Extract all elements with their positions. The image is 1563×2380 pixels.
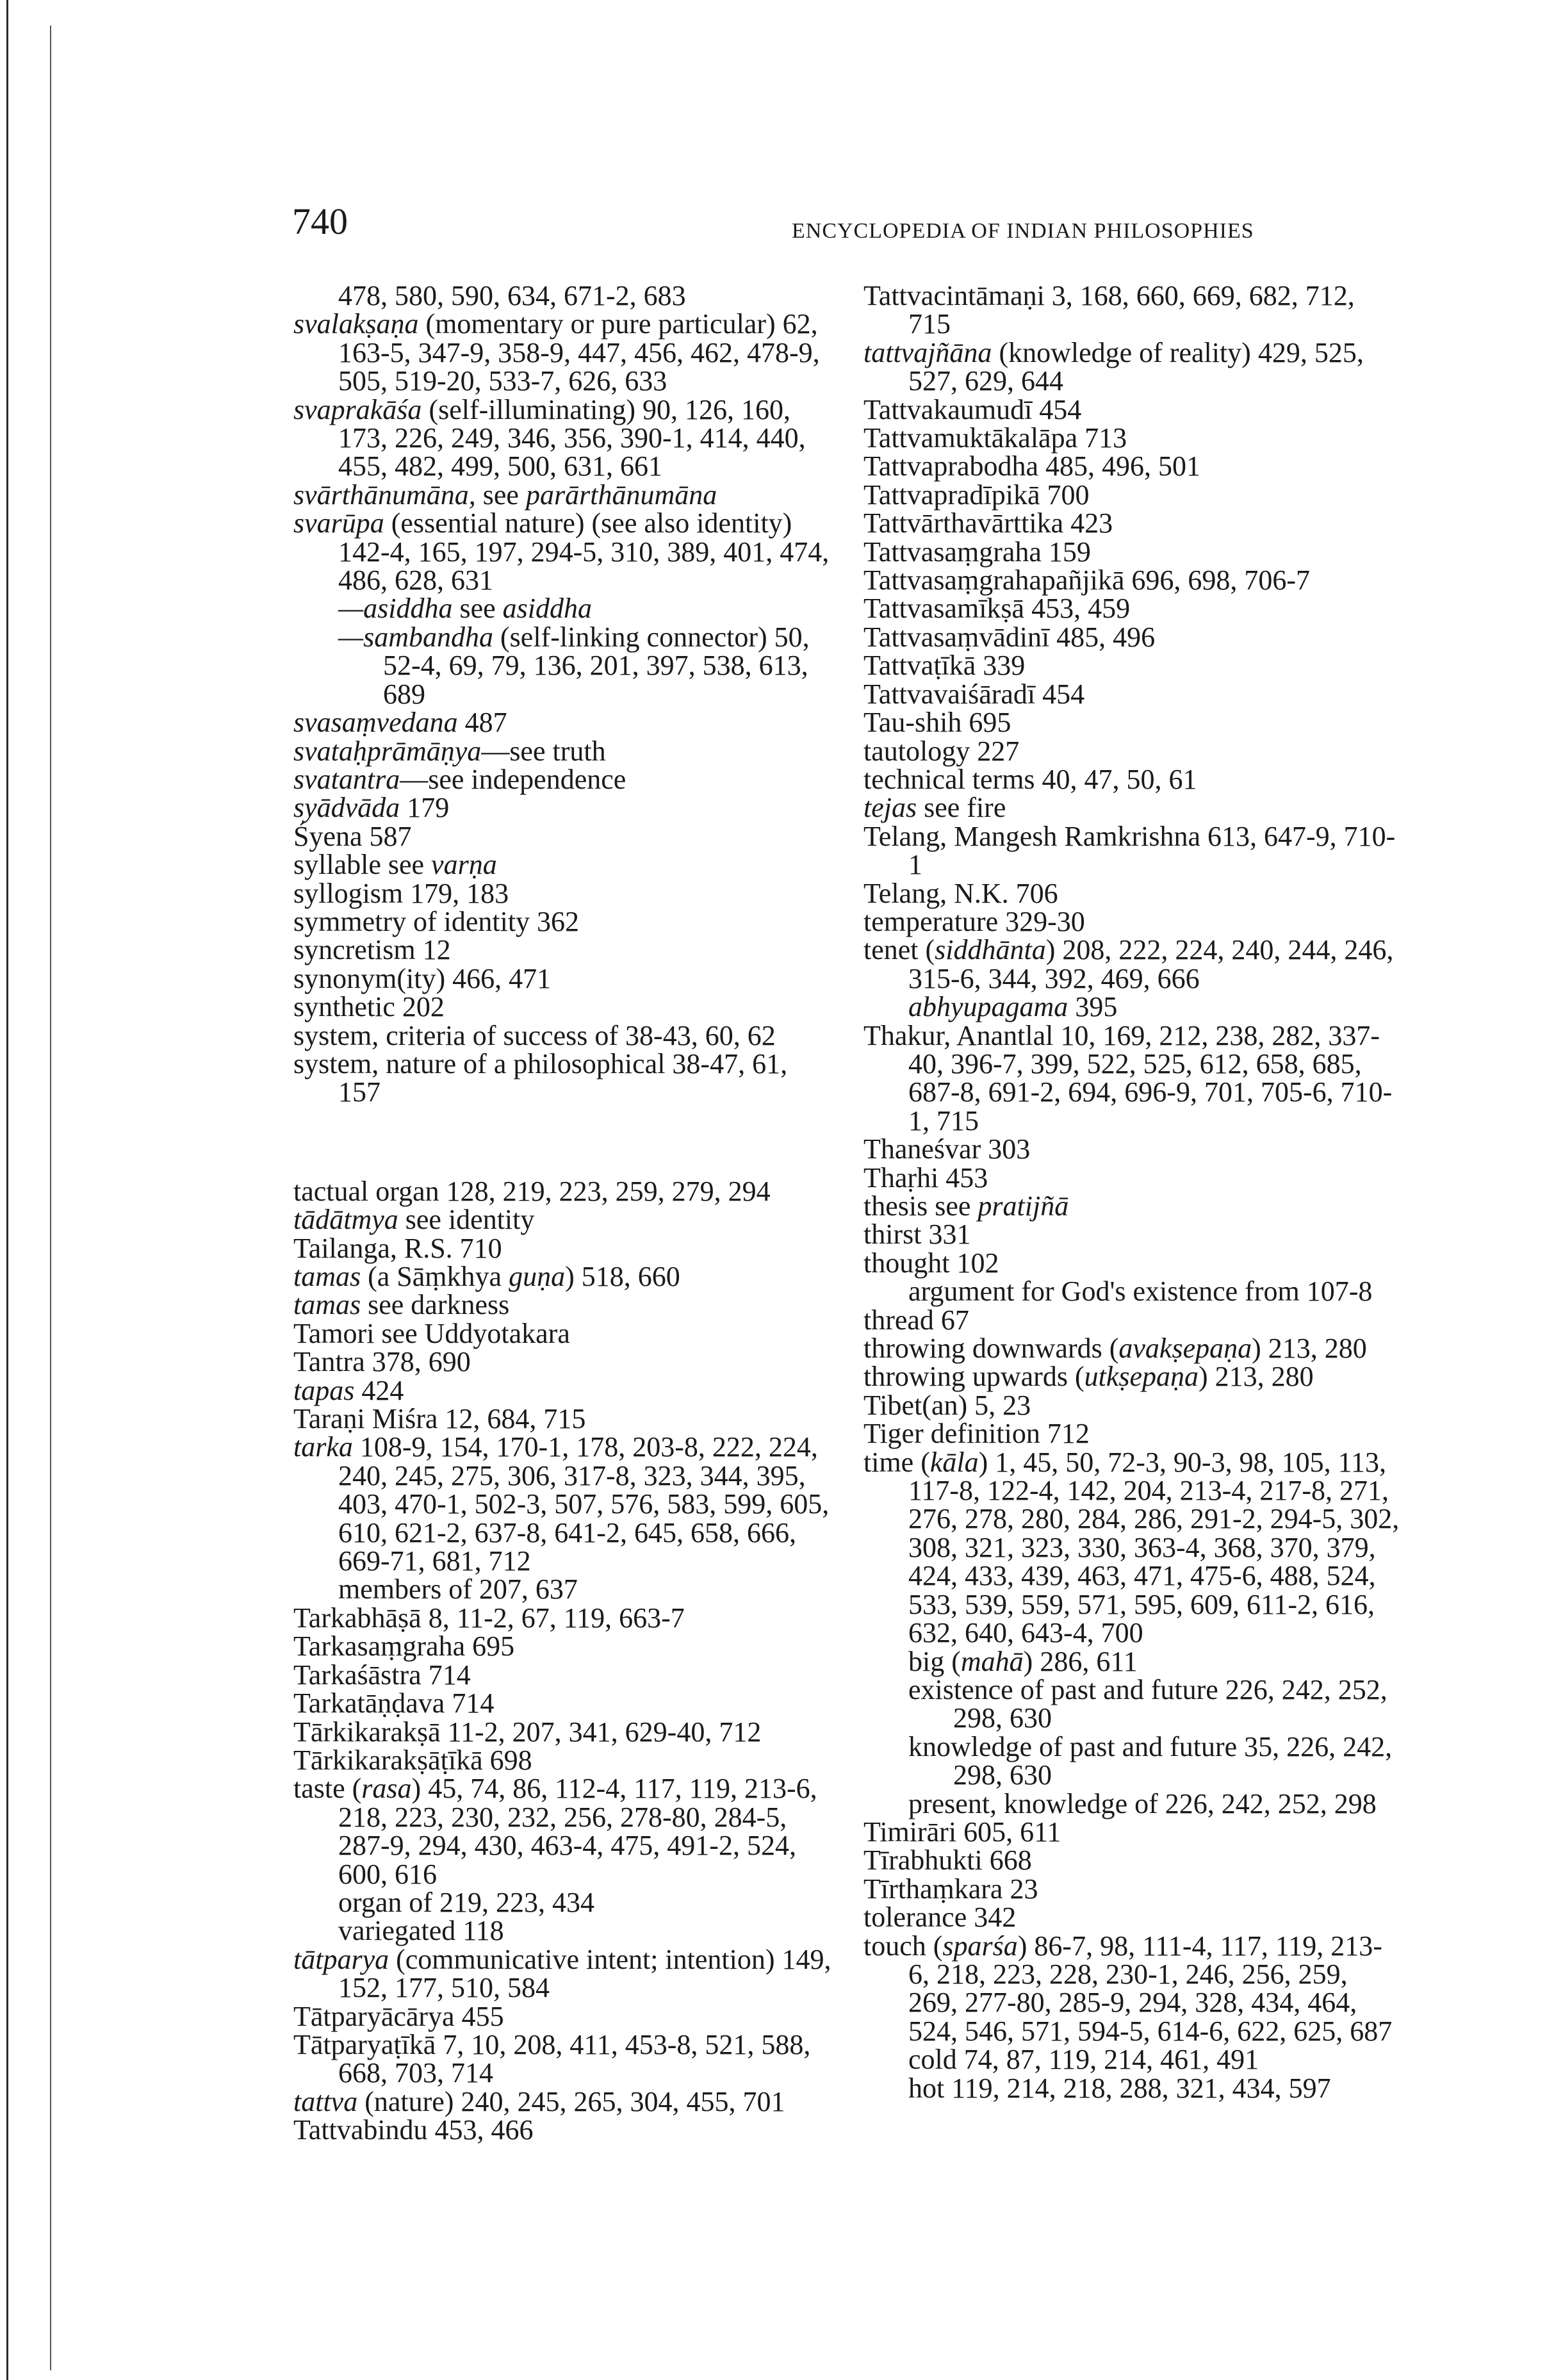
index-subentry (293, 595, 831, 623)
index-entry (293, 763, 831, 795)
index-text: tolerance 342 (863, 1901, 1017, 1933)
index-text: (self-illuminating) 90, 126, 160, 173, 226, 249, 346, 356, 390-1, 414, 440, 455, 482, 499, 500, 631, 661 (338, 393, 806, 482)
index-text: 424 (354, 1374, 404, 1406)
index-text: ) 213, 280 (1252, 1333, 1367, 1365)
index-term: —asiddha (338, 593, 453, 625)
index-text: Śyena 587 (293, 820, 412, 852)
index-entry (293, 1746, 831, 1775)
index-entry (293, 2028, 831, 2089)
index-text: throwing upwards ( (863, 1361, 1084, 1393)
index-entry (293, 509, 831, 595)
index-text: Tattvaṭīkā 339 (863, 650, 1026, 682)
index-text: ) 518, 660 (565, 1261, 680, 1292)
index-text: ) 213, 280 (1199, 1361, 1314, 1393)
index-entry (863, 794, 1402, 822)
index-text: syllable see (293, 849, 432, 881)
index-entry (293, 1263, 831, 1291)
index-term: svalakṣaṇa (293, 308, 419, 340)
index-text: ) 45, 74, 86, 112-4, 117, 119, 213-6, 218, 223, 230, 232, 256, 278-80, 284-5, 287-9, 294, 430, 463-4, 475, 491-2, 524, 600, 616 (338, 1773, 817, 1890)
index-subentry (293, 1575, 831, 1604)
index-entry (293, 1206, 831, 1234)
index-text: thirst 331 (863, 1219, 971, 1251)
index-text: (essential nature) (see also identity) 142-4, 165, 197, 294-5, 310, 389, 401, 474, 486, 628, 631 (338, 507, 830, 596)
index-term: tamas (293, 1289, 361, 1321)
index-text: Tattvaprabodha 485, 496, 501 (863, 450, 1201, 482)
index-text: see (475, 479, 526, 511)
index-term: tattva (293, 2085, 358, 2117)
index-text: Tattvapradīpikā 700 (863, 479, 1090, 511)
index-subentry (863, 1787, 1402, 1819)
index-entry (863, 1903, 1402, 1932)
index-entry (293, 905, 831, 937)
index-text: (nature) 240, 245, 265, 304, 455, 701 (357, 2085, 785, 2117)
index-subentry (863, 1645, 1402, 1677)
index-text: see darkness (361, 1289, 510, 1321)
index-entry (863, 566, 1402, 595)
index-text: synonym(ity) 466, 471 (293, 962, 552, 994)
index-entry (863, 1420, 1402, 1448)
index-entry (863, 1932, 1402, 2046)
index-entry (293, 1661, 831, 1689)
index-entry (863, 336, 1402, 397)
index-entry (863, 509, 1402, 538)
index-text: thread 67 (863, 1304, 969, 1336)
index-text: Tattvavaiśāradī 454 (863, 678, 1085, 710)
index-entry (863, 282, 1402, 339)
index-text: Tārkikarakṣā 11-2, 207, 341, 629-40, 712 (293, 1716, 762, 1748)
index-term: tātparya (293, 1943, 389, 1975)
index-entry (293, 1689, 831, 1718)
index-entry (863, 1192, 1402, 1220)
index-entry (863, 737, 1402, 766)
index-text: Tattvakaumudī 454 (863, 393, 1082, 425)
index-entry (293, 2085, 831, 2117)
index-text: time ( (863, 1446, 930, 1478)
index-term: tattvajñāna (863, 336, 992, 368)
index-text: see identity (398, 1204, 535, 1236)
index-text: see fire (917, 792, 1006, 824)
index-text: Timirāri 605, 611 (863, 1816, 1061, 1848)
index-entry (293, 1348, 831, 1376)
index-entry (863, 1846, 1402, 1875)
index-text: knowledge of past and future 35, 226, 242, 298, 630 (908, 1730, 1393, 1791)
index-term: svataḥprāmāṇya (293, 735, 482, 767)
index-text: present, knowledge of 226, 242, 252, 298 (908, 1787, 1377, 1819)
index-text: 179 (400, 792, 450, 824)
index-term: svatantra (293, 763, 400, 795)
index-term: rasa (361, 1773, 412, 1805)
index-text: touch ( (863, 1930, 943, 1962)
index-entry (293, 1374, 831, 1406)
index-entry (863, 1391, 1402, 1420)
index-entry (863, 1306, 1402, 1334)
index-text: Tattvabindu 453, 466 (293, 2114, 534, 2146)
index-text: Tattvasaṃgrahapañjikā 696, 698, 706-7 (863, 564, 1311, 596)
index-text: see (452, 593, 503, 625)
index-text: Tamori see Uddyotakara (293, 1317, 570, 1349)
index-text: Tarkabhāṣā 8, 11-2, 67, 119, 663-7 (293, 1602, 685, 1634)
index-text: (communicative intent; intention) 149, 152, 177, 510, 584 (338, 1943, 831, 2004)
index-term: avakṣepaṇa (1118, 1333, 1252, 1365)
index-subentry (293, 1917, 831, 1945)
index-term: mahā (960, 1645, 1024, 1677)
index-text: 108-9, 154, 170-1, 178, 203-8, 222, 224, 240, 245, 275, 306, 317-8, 323, 344, 395, 403, 470-1, 502-3, 507, 576, 583, 599, 605, 610, 621-2, 637-8, 641-2, 645, 658, 666, 669-71, 681, 712 (338, 1431, 830, 1577)
index-entry (293, 310, 831, 395)
index-text: Tattvasaṃgraha 159 (863, 536, 1091, 568)
index-text: ) 86-7, 98, 111-4, 117, 119, 213-6, 218, 223, 228, 230-1, 246, 256, 259, 269, 277-80, 285-9, 294, 328, 434, 464, 524, 546, 571, 594-5, 614-6, 622, 625, 687 (908, 1930, 1393, 2047)
section-gap (293, 1107, 831, 1178)
index-entry (293, 820, 831, 852)
index-text: —see independence (400, 763, 626, 795)
index-entry (293, 794, 831, 822)
index-text: 395 (1068, 991, 1118, 1023)
index-subentry (863, 1730, 1402, 1791)
index-term: tādātmya (293, 1204, 398, 1236)
index-text: Tiger definition 712 (863, 1418, 1090, 1450)
index-term: tarka (293, 1431, 353, 1463)
index-term: pratijñā (978, 1190, 1069, 1222)
index-entry (863, 1220, 1402, 1249)
index-text: cold 74, 87, 119, 214, 461, 491 (908, 2044, 1259, 2076)
index-entry (293, 1405, 831, 1433)
index-entry (863, 538, 1402, 566)
index-entry (293, 1943, 831, 2004)
index-text: tautology 227 (863, 735, 1020, 767)
index-entry (863, 936, 1402, 993)
index-entry (863, 1135, 1402, 1163)
index-term: svārthānumāna, (293, 479, 476, 511)
index-entry (293, 1718, 831, 1746)
index-text: ) 286, 611 (1023, 1645, 1138, 1677)
index-text: Telang, N.K. 706 (863, 877, 1058, 909)
index-entry (293, 2116, 831, 2144)
index-text: Thakur, Anantlal 10, 169, 212, 238, 282, 337-40, 396-7, 399, 522, 525, 612, 658, 685, 687-8, 691-2, 694, 696-9, 701, 705-6, 710-1, 715 (863, 1019, 1393, 1137)
index-column-left (293, 282, 831, 2145)
index-text: Thaneśvar 303 (863, 1133, 1031, 1165)
index-entry (863, 595, 1402, 623)
index-subentry (863, 2074, 1402, 2103)
index-entry (293, 737, 831, 766)
index-term: syādvāda (293, 792, 400, 824)
index-term: siddhānta (935, 934, 1046, 966)
index-entry (863, 1334, 1402, 1363)
index-entry (293, 993, 831, 1021)
index-subentry (863, 2046, 1402, 2074)
index-entry (863, 877, 1402, 909)
index-text: Tarkatāṇḍava 714 (293, 1687, 495, 1719)
index-subentry (293, 623, 831, 709)
index-text: Taraṇi Miśra 12, 684, 715 (293, 1403, 586, 1435)
index-entry (293, 481, 831, 509)
index-term: guṇa (509, 1261, 566, 1292)
index-text: Tarkaśāstra 714 (293, 1659, 471, 1691)
index-text: thesis see (863, 1190, 978, 1222)
index-text: Tibet(an) 5, 23 (863, 1389, 1031, 1421)
index-entry (863, 1363, 1402, 1391)
index-entry (293, 1775, 831, 1889)
index-text: Tarkasaṃgraha 695 (293, 1630, 515, 1662)
index-text: Tattvasaṃvādinī 485, 496 (863, 621, 1156, 653)
index-text: syncretism 12 (293, 934, 451, 966)
index-text: (a Sāṃkhya (361, 1261, 509, 1292)
scan-gutter-line (50, 26, 51, 2370)
index-entry (293, 877, 831, 909)
index-text: ) 1, 45, 50, 72-3, 90-3, 98, 105, 113, 117-8, 122-4, 142, 204, 213-4, 217-8, 271, 276, 278, 280, 284, 286, 291-2, 294-5, 302, 308, 321, 323, 330, 363-4, 368, 370, 379, 424, 433, 439, 463, 471, 475-6, 488, 524, 533, 539, 559, 571, 595, 609, 611-2, 616, 632, 640, 643-4, 700 (908, 1446, 1400, 1649)
index-entry (293, 1232, 831, 1264)
index-text: system, criteria of success of 38-43, 60, 62 (293, 1019, 776, 1051)
index-entry (293, 1047, 831, 1108)
index-text: synthetic 202 (293, 991, 445, 1023)
index-subentry (863, 1277, 1402, 1306)
page-number: 740 (292, 201, 348, 242)
index-entry (293, 393, 831, 482)
index-entry (293, 2000, 831, 2032)
index-text: Tattvasamīkṣā 453, 459 (863, 593, 1131, 625)
index-text: Tau-shih 695 (863, 707, 1011, 739)
index-term: kāla (929, 1446, 979, 1478)
index-entry (863, 652, 1402, 680)
index-term: svaprakāśa (293, 393, 422, 425)
index-entry (293, 1317, 831, 1349)
index-entry (863, 1818, 1402, 1846)
index-entry (293, 1433, 831, 1575)
index-text: (knowledge of reality) 429, 525, 527, 629, 644 (908, 336, 1364, 397)
index-entry (863, 1161, 1402, 1194)
scan-edge-line (6, 0, 8, 2380)
index-term: parārthānumāna (525, 479, 717, 511)
index-term: tamas (293, 1261, 361, 1292)
index-term: asiddha (502, 593, 593, 625)
index-text: argument for God's existence from 107-8 (908, 1276, 1373, 1308)
index-text: (momentary or pure particular) 62, 163-5, 347-9, 358-9, 447, 456, 462, 478-9, 505, 519-20, 533-7, 626, 633 (338, 308, 820, 397)
index-entry (863, 763, 1402, 795)
index-entry (293, 1019, 831, 1051)
index-text: Tīrthaṃkara 23 (863, 1873, 1038, 1905)
index-entry (863, 623, 1402, 652)
index-entry (863, 680, 1402, 709)
index-text: 487 (457, 707, 507, 739)
index-column-right (863, 282, 1402, 2103)
index-text: Telang, Mangesh Ramkrishna 613, 647-9, 710-1 (863, 820, 1396, 881)
index-entry (863, 393, 1402, 425)
index-entry (293, 1175, 831, 1207)
index-entry (863, 1446, 1402, 1649)
index-entry (863, 820, 1402, 881)
index-entry (293, 1604, 831, 1632)
index-text: throwing downwards ( (863, 1333, 1119, 1365)
index-term: tapas (293, 1374, 355, 1406)
index-text: thought 102 (863, 1247, 999, 1279)
index-text: organ of 219, 223, 434 (338, 1886, 595, 1918)
index-term: varṇa (431, 849, 497, 881)
index-entry (863, 1019, 1402, 1137)
index-text: Tārkikarakṣāṭīkā 698 (293, 1744, 532, 1776)
index-text: tenet ( (863, 934, 935, 966)
index-entry (863, 1249, 1402, 1277)
index-subentry (863, 993, 1402, 1021)
index-text: ) 208, 222, 224, 240, 244, 246, 315-6, 344, 392, 469, 666 (908, 934, 1394, 994)
index-entry (293, 1291, 831, 1319)
running-head: ENCYCLOPEDIA OF INDIAN PHILOSOPHIES (792, 219, 1254, 243)
index-entry (293, 851, 831, 879)
index-entry (293, 1632, 831, 1661)
index-term: svarūpa (293, 507, 384, 539)
index-term: tejas (863, 792, 917, 824)
index-text: hot 119, 214, 218, 288, 321, 434, 597 (908, 2072, 1331, 2104)
index-entry (863, 1875, 1402, 1903)
index-text: Tattvamuktākalāpa 713 (863, 422, 1127, 454)
index-term: —sambandha (338, 621, 494, 653)
index-text: taste ( (293, 1773, 362, 1805)
index-term: svasaṃvedana (293, 707, 458, 739)
index-text: temperature 329-30 (863, 905, 1085, 937)
index-entry (293, 962, 831, 994)
index-text: Tātparyaṭīkā 7, 10, 208, 411, 453-8, 521, 588, 668, 703, 714 (293, 2028, 811, 2089)
index-subentry (863, 1673, 1402, 1734)
index-text: variegated 118 (338, 1915, 504, 1947)
index-text: existence of past and future 226, 242, 252, 298, 630 (908, 1673, 1387, 1734)
index-text: 478, 580, 590, 634, 671-2, 683 (338, 280, 686, 311)
index-text: syllogism 179, 183 (293, 877, 509, 909)
index-text: Tantra 378, 690 (293, 1346, 471, 1378)
index-text: Tattvacintāmaṇi 3, 168, 660, 669, 682, 712, 715 (863, 280, 1355, 340)
index-text: Tattvārthavārttika 423 (863, 507, 1113, 539)
index-entry (293, 936, 831, 964)
index-text: Thaṛhi 453 (863, 1161, 988, 1194)
index-subentry (293, 282, 831, 310)
index-term: utkṣepaṇa (1084, 1361, 1199, 1393)
index-text: Tailanga, R.S. 710 (293, 1232, 502, 1264)
index-entry (863, 709, 1402, 737)
index-entry (293, 709, 831, 737)
index-text: Tātparyācārya 455 (293, 2000, 504, 2032)
index-term: abhyupagama (908, 991, 1068, 1023)
index-text: tactual organ 128, 219, 223, 259, 279, 294 (293, 1175, 771, 1207)
index-text: (self-linking connector) 50, 52-4, 69, 79, 136, 201, 397, 538, 613, 689 (383, 621, 810, 710)
index-term: sparśa (942, 1930, 1018, 1962)
index-text: big ( (908, 1645, 961, 1677)
index-entry (863, 452, 1402, 480)
index-entry (863, 481, 1402, 509)
index-subentry (293, 1886, 831, 1918)
index-text: symmetry of identity 362 (293, 905, 580, 937)
index-text: Tīrabhukti 668 (863, 1844, 1032, 1876)
index-text: system, nature of a philosophical 38-47, 61, 157 (293, 1047, 788, 1108)
index-text: technical terms 40, 47, 50, 61 (863, 763, 1197, 795)
index-text: members of 207, 637 (338, 1573, 578, 1605)
index-text: —see truth (481, 735, 606, 767)
index-entry (863, 905, 1402, 937)
index-entry (863, 424, 1402, 452)
